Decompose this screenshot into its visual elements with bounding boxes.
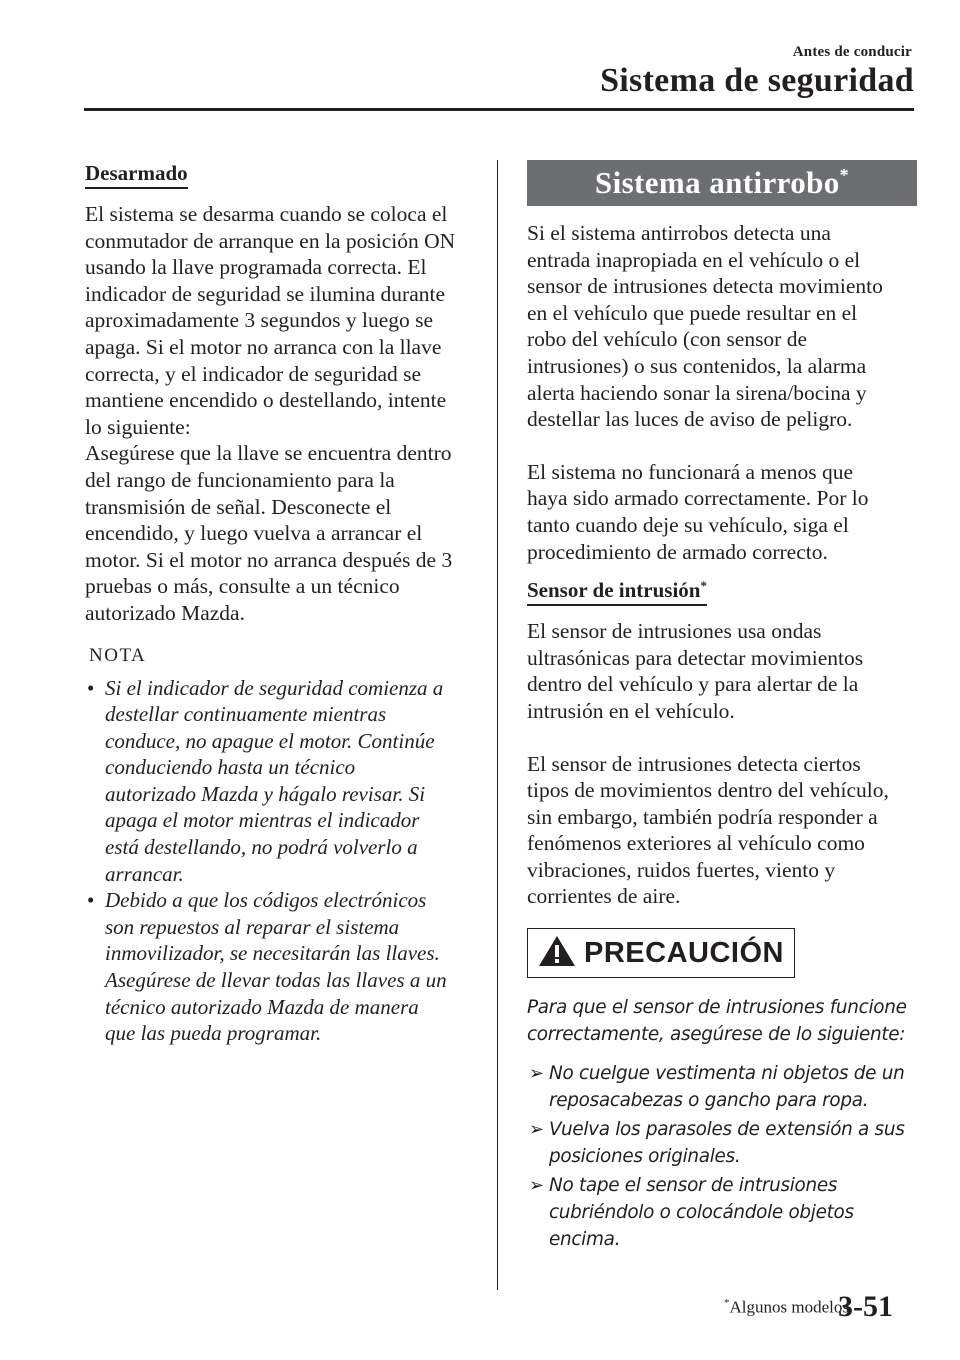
- antirrobo-body-2: El sistema no funcionará a menos que haya sido armado correctamente. Por lo tanto cuando deje su vehículo, siga el procedimiento de armado correcto.: [527, 459, 869, 564]
- bullet: •: [87, 675, 95, 700]
- section-title: Sistema de seguridad: [600, 62, 914, 99]
- caution-intro: Para que el sensor de intrusiones funcione correctamente, asegúrese de lo siguiente:: [527, 997, 907, 1046]
- caution-item: ➢ No cuelgue vestimenta ni objetos de un reposacabezas o gancho para ropa.: [527, 1060, 917, 1114]
- sensor-body-2: El sensor de intrusiones detecta ciertos tipos de movimientos dentro del vehículo, sin embargo, también podría responder a fenómenos exteriores al vehículo como vibraciones, ruidos fuertes, viento y corrientes de aire.: [527, 751, 889, 909]
- caution-item: ➢ No tape el sensor de intrusiones cubriéndolo o colocándole objetos encima.: [527, 1172, 917, 1253]
- antirrobo-body-1: Si el sistema antirrobos detecta una entrada inapropiada en el vehículo o el sensor de intrusiones detecta movimiento en el vehículo que puede resultar en el robo del vehículo (con sensor de intrusiones) o sus contenidos, la alarma alerta haciendo sonar la sirena/bocina y destellar las luces de aviso de peligro.: [527, 221, 883, 432]
- left-column: [85, 160, 480, 1047]
- desarmado-heading: Desarmado: [85, 160, 188, 189]
- sensor-heading: Sensor de intrusión*: [527, 577, 707, 606]
- caution-label: PRECAUCIÓN: [584, 937, 784, 970]
- section-subtitle: Antes de conducir: [792, 44, 912, 60]
- nota-item: • Si el indicador de seguridad comienza a destellar continuamente mientras conduce, no apague el motor. Continúe conduciendo hasta un técnico autorizado Mazda y hágalo revisar. Si apaga el motor mientras el indicador está destellando, no podrá volverlo a arrancar.: [87, 675, 444, 886]
- desarmado-body: El sistema se desarma cuando se coloca el conmutador de arranque en la posición ON usando la llave programada correcta. El indicador de seguridad se ilumina durante aproximadamente 3 segundos y luego se apaga. Si el motor no arranca con la llave correcta, y el indicador de seguridad se mantiene encendido o destellando, intente lo siguiente: Asegúrese que la llave se encuentra dentro del rango de funcionamiento para la transmisión de señal. Desconecte el encendido, y luego vuelva a arrancar el motor. Si el motor no arranca después de 3 pruebas o más, consulte a un técnico autorizado Mazda.: [85, 202, 456, 625]
- warning-triangle-icon: [538, 934, 576, 973]
- header-rule: [84, 108, 914, 111]
- right-column: [527, 160, 917, 1255]
- bullet: •: [87, 888, 95, 913]
- caution-box: [527, 928, 795, 978]
- nota-item: • Debido a que los códigos electrónicos son repuestos al reparar el sistema inmovilizador, se necesitarán las llaves. Asegúrese de llevar todas las llaves a un técnico autorizado Mazda de manera que las pueda programar.: [87, 888, 447, 1046]
- footer-note: *Algunos modelos: [724, 1297, 849, 1317]
- arrow-bullet-icon: ➢: [529, 1119, 544, 1141]
- antirrobo-banner: Sistema antirrobo*: [527, 160, 917, 206]
- arrow-bullet-icon: ➢: [529, 1175, 544, 1197]
- arrow-bullet-icon: ➢: [529, 1063, 544, 1085]
- caution-item: ➢ Vuelva los parasoles de extensión a sus posiciones originales.: [527, 1116, 917, 1170]
- nota-label: NOTA: [89, 644, 147, 666]
- sensor-body-1: El sensor de intrusiones usa ondas ultrasónicas para detectar movimientos dentro del vehículo y para alertar de la intrusión en el vehículo.: [527, 619, 864, 723]
- page-number: 3-51: [838, 1290, 893, 1323]
- column-divider: [497, 160, 498, 1290]
